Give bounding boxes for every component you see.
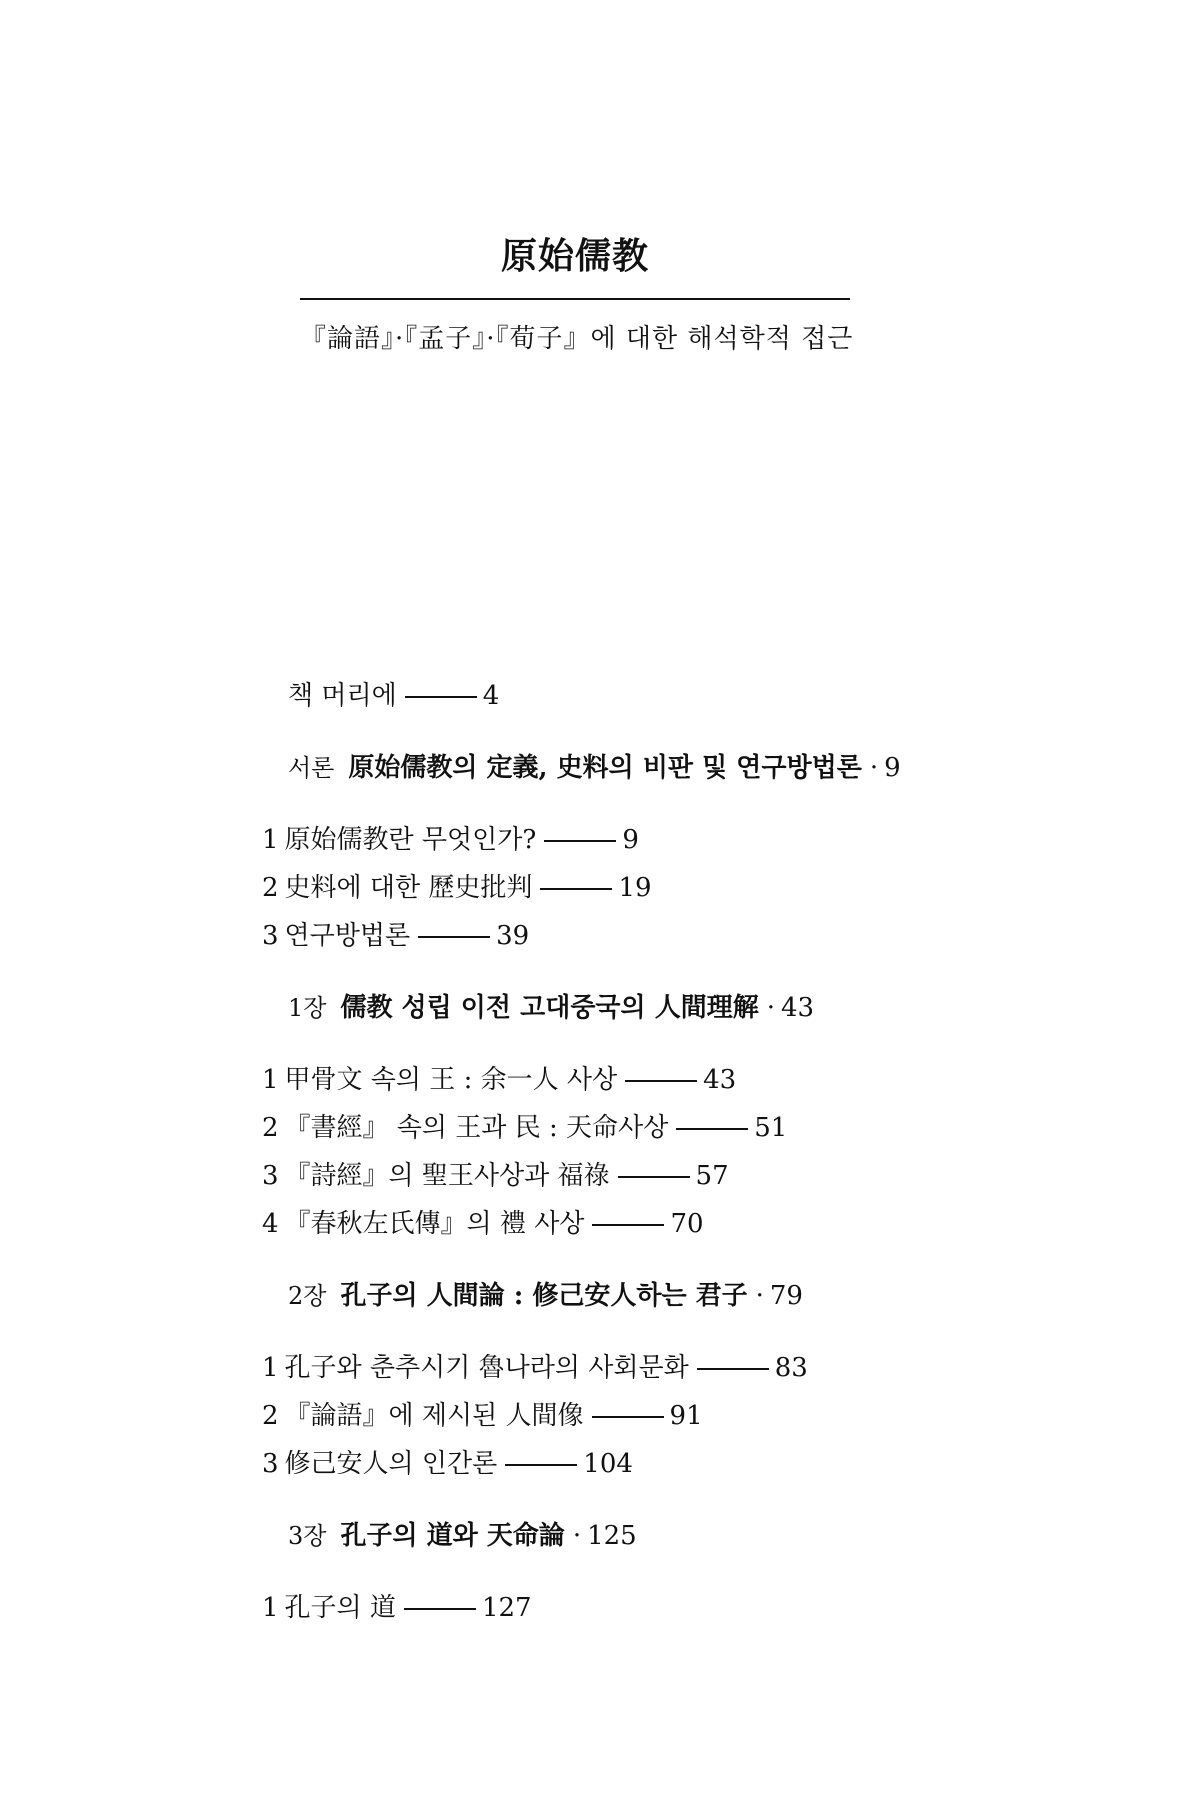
item-text: 『詩經』의 聖王사상과 福祿 bbox=[284, 1161, 610, 1191]
item-number: 3 bbox=[262, 1449, 279, 1479]
item-text: 연구방법론 bbox=[284, 921, 411, 951]
toc-section-heading[interactable] bbox=[288, 752, 901, 784]
toc-item[interactable] bbox=[262, 1352, 808, 1384]
item-number: 3 bbox=[262, 921, 279, 951]
item-number: 2 bbox=[262, 1113, 279, 1143]
leader-dash bbox=[592, 1416, 664, 1418]
item-page: 91 bbox=[669, 1401, 703, 1431]
item-page: 9 bbox=[622, 825, 639, 855]
item-number: 1 bbox=[262, 825, 279, 855]
item-page: 43 bbox=[703, 1065, 737, 1095]
section-label: 3장 bbox=[288, 1522, 327, 1550]
item-text: 甲骨文 속의 王 : 余一人 사상 bbox=[284, 1065, 618, 1095]
leader-dash bbox=[592, 1224, 664, 1226]
book-subtitle: 『論語』·『孟子』·『荀子』에 대한 해석학적 접근 bbox=[300, 324, 854, 354]
item-text: 『春秋左氏傳』의 禮 사상 bbox=[284, 1209, 585, 1239]
item-text: 『書經』 속의 王과 民 : 天命사상 bbox=[284, 1113, 669, 1143]
item-page: 104 bbox=[583, 1449, 633, 1479]
toc-preface[interactable] bbox=[288, 680, 499, 712]
item-number: 1 bbox=[262, 1353, 279, 1383]
toc-section-heading[interactable] bbox=[288, 1280, 803, 1312]
separator-dot: · bbox=[572, 1521, 582, 1551]
separator-dot: · bbox=[869, 753, 879, 783]
leader-dash bbox=[418, 936, 490, 938]
toc-preface-label: 책 머리에 bbox=[288, 681, 397, 711]
item-text: 孔子의 道 bbox=[284, 1593, 396, 1623]
toc-section-heading[interactable] bbox=[288, 992, 814, 1024]
leader-dash bbox=[697, 1368, 769, 1370]
toc-item[interactable] bbox=[262, 1160, 729, 1192]
item-text: 史料에 대한 歷史批判 bbox=[284, 873, 533, 903]
toc-preface-page: 4 bbox=[482, 681, 500, 711]
item-page: 19 bbox=[618, 873, 652, 903]
book-title: 原始儒教 bbox=[500, 235, 649, 277]
leader-dash bbox=[540, 888, 612, 890]
item-page: 83 bbox=[774, 1353, 808, 1383]
item-page: 57 bbox=[695, 1161, 729, 1191]
toc-item[interactable] bbox=[262, 1592, 532, 1624]
leader-dash bbox=[505, 1464, 577, 1466]
item-page: 51 bbox=[754, 1113, 788, 1143]
item-number: 3 bbox=[262, 1161, 279, 1191]
leader-dash bbox=[404, 1608, 476, 1610]
item-text: 修己安人의 인간론 bbox=[284, 1449, 498, 1479]
leader-dash bbox=[544, 840, 616, 842]
section-page: 125 bbox=[587, 1521, 637, 1551]
toc-item[interactable] bbox=[262, 920, 529, 952]
section-title: 孔子의 人間論 : 修己安人하는 君子 bbox=[340, 1281, 748, 1311]
section-page: 43 bbox=[781, 993, 815, 1023]
toc-item[interactable] bbox=[262, 1064, 736, 1096]
leader-dash bbox=[625, 1080, 697, 1082]
leader-dash bbox=[405, 696, 477, 698]
leader-dash bbox=[676, 1128, 748, 1130]
item-number: 4 bbox=[262, 1209, 279, 1239]
item-number: 1 bbox=[262, 1065, 279, 1095]
section-label: 서론 bbox=[288, 754, 335, 782]
section-title: 孔子의 道와 天命論 bbox=[340, 1521, 565, 1551]
leader-dash bbox=[618, 1176, 690, 1178]
item-page: 127 bbox=[481, 1593, 532, 1623]
item-number: 2 bbox=[262, 873, 279, 903]
toc-section-heading[interactable] bbox=[288, 1520, 637, 1552]
section-page: 9 bbox=[884, 753, 901, 783]
item-text: 孔子와 춘추시기 魯나라의 사회문화 bbox=[284, 1353, 689, 1383]
toc-item[interactable] bbox=[262, 1112, 787, 1144]
toc-item[interactable] bbox=[262, 1208, 704, 1240]
section-title: 原始儒教의 定義, 史料의 비판 및 연구방법론 bbox=[348, 753, 862, 783]
item-number: 2 bbox=[262, 1401, 279, 1431]
section-title: 儒教 성립 이전 고대중국의 人間理解 bbox=[340, 993, 759, 1023]
item-page: 39 bbox=[496, 921, 530, 951]
toc-item[interactable] bbox=[262, 1400, 703, 1432]
section-page: 79 bbox=[769, 1281, 803, 1311]
item-text: 『論語』에 제시된 人間像 bbox=[284, 1401, 584, 1431]
toc-item[interactable] bbox=[262, 872, 652, 904]
separator-dot: · bbox=[755, 1281, 764, 1311]
toc-item[interactable] bbox=[262, 1448, 633, 1480]
toc-item[interactable] bbox=[262, 824, 639, 856]
title-divider bbox=[300, 298, 850, 300]
section-label: 1장 bbox=[288, 994, 327, 1022]
section-label: 2장 bbox=[288, 1282, 327, 1310]
item-text: 原始儒教란 무엇인가? bbox=[284, 825, 537, 855]
item-number: 1 bbox=[262, 1593, 279, 1623]
item-page: 70 bbox=[670, 1209, 704, 1239]
separator-dot: · bbox=[766, 993, 775, 1023]
